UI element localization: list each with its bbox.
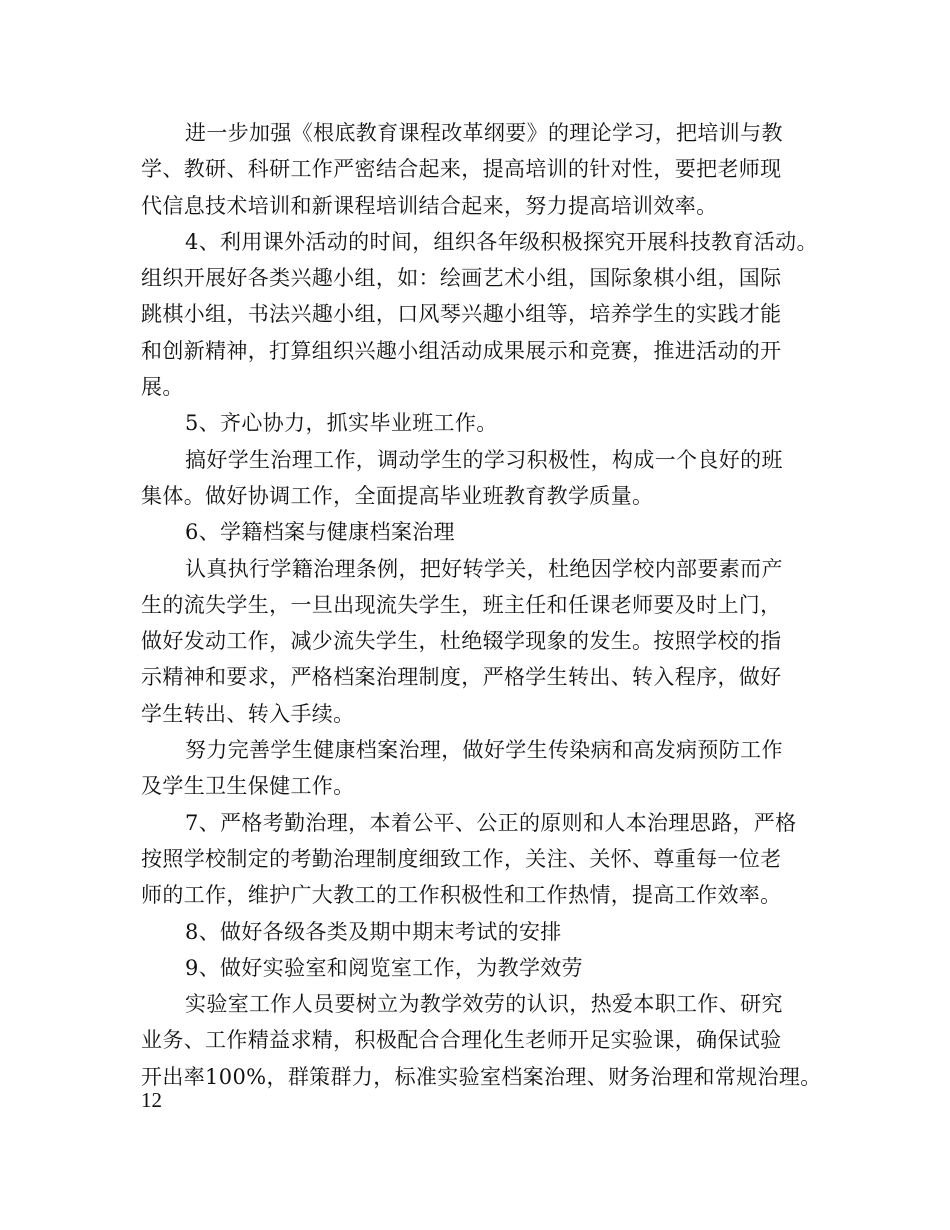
text-line: 和创新精神，打算组织兴趣小组活动成果展示和竞赛，推进活动的开 [141,338,782,363]
text-line: 9、做好实验室和阅览室工作，为教学效劳 [185,955,584,980]
document-page [141,115,821,1095]
text-line: 展。 [141,375,184,400]
text-line: 示精神和要求，严格档案治理制度，严格学生转出、转入程序，做好 [141,665,782,690]
text-line: 6、学籍档案与健康档案治理 [185,520,455,545]
text-line: 学、教研、科研工作严密结合起来，提高培训的针对性，要把老师现 [141,157,782,182]
text-line: 业务、工作精益求精，积极配合合理化生老师开足实验课，确保试验 [141,1028,782,1053]
text-line: 生的流失学生，一旦出现流失学生，班主任和任课老师要及时上门， [141,592,782,617]
text-line: 实验室工作人员要树立为教学效劳的认识，热爱本职工作、研究 [185,992,783,1017]
text-line: 按照学校制定的考勤治理制度细致工作，关注、关怀、尊重每一位老 [141,846,782,871]
text-line: 组织开展好各类兴趣小组，如：绘画艺术小组，国际象棋小组，国际 [141,266,782,291]
text-line: 努力完善学生健康档案治理，做好学生传染病和高发病预防工作 [185,738,783,763]
text-line: 及学生卫生保健工作。 [141,774,355,799]
text-line: 学生转出、转入手续。 [141,701,355,726]
text-line: 8、做好各级各类及期中期末考试的安排 [185,919,562,944]
text-line: 集体。做好协调工作，全面提高毕业班教育教学质量。 [141,483,654,508]
text-line: 5、齐心协力，抓实毕业班工作。 [185,411,498,436]
text-line: 开出率100%，群策群力，标准实验室档案治理、财务治理和常规治理。 [141,1064,822,1089]
page-number: 12 [141,1088,162,1112]
text-line: 师的工作，维护广大教工的工作积极性和工作热情，提高工作效率。 [141,883,782,908]
text-line: 进一步加强《根底教育课程改革纲要》的理论学习，把培训与教 [185,121,783,145]
text-line: 认真执行学籍治理条例，把好转学关，杜绝因学校内部要素而产 [185,556,783,581]
text-line: 跳棋小组，书法兴趣小组，口风琴兴趣小组等，培养学生的实践才能 [141,302,782,327]
text-line: 4、利用课外活动的时间，组织各年级积极探究开展科技教育活动。 [185,229,818,254]
text-line: 搞好学生治理工作，调动学生的学习积极性，构成一个良好的班 [185,447,783,472]
text-line: 代信息技术培训和新课程培训结合起来，努力提高培训效率。 [141,193,718,218]
text-line: 做好发动工作，减少流失学生，杜绝辍学现象的发生。按照学校的指 [141,629,782,654]
text-line: 7、严格考勤治理，本着公平、公正的原则和人本治理思路，严格 [185,810,797,835]
